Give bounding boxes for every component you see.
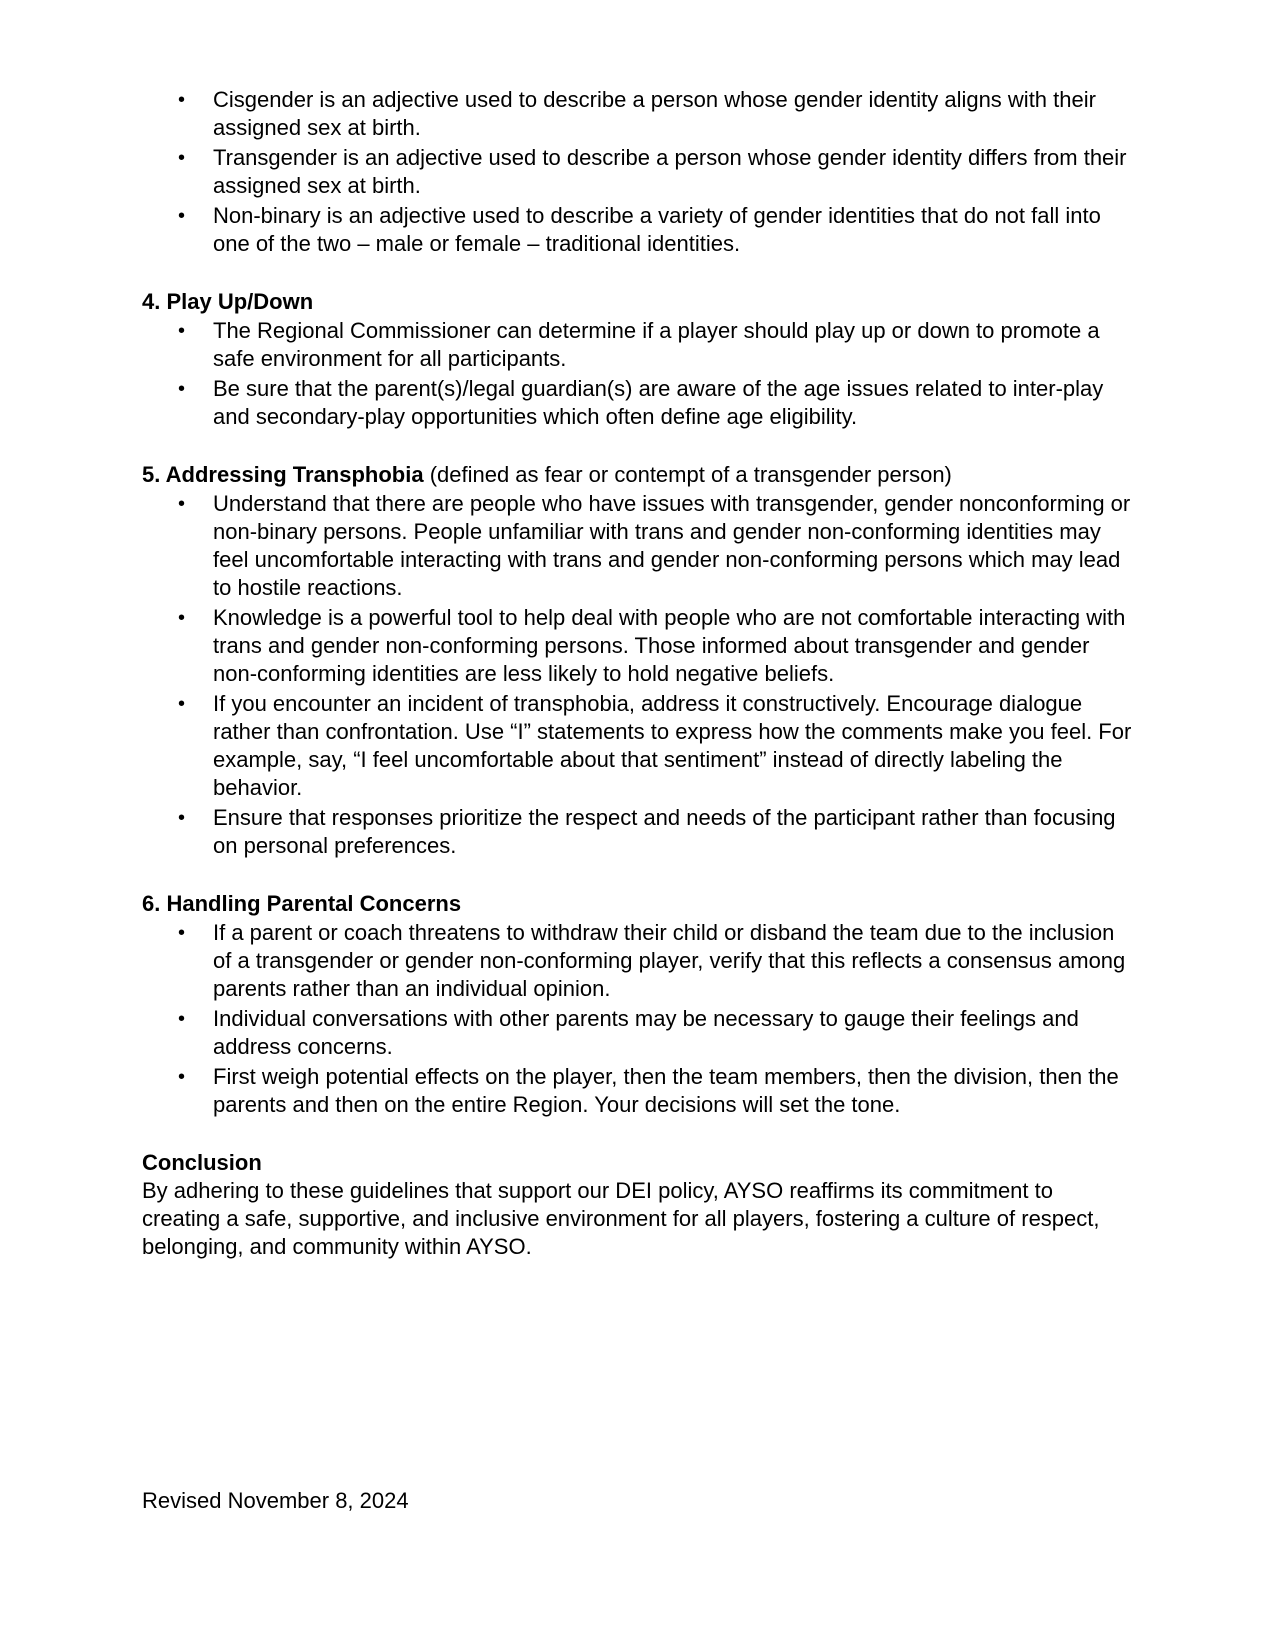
list-item [142,919,1137,1003]
conclusion-heading: Conclusion [142,1150,262,1175]
bullet-text: Knowledge is a powerful tool to help deal with people who are not comfortable interacting with trans and gender non-conforming persons. Those informed about transgender and gender non-conforming identities are less likely to hold negative beliefs. [213,605,1126,686]
bullet-icon: • [178,607,186,629]
bullet-icon: • [178,89,186,111]
bullet-text: If you encounter an incident of transphobia, address it constructively. Encourage dialogue rather than confrontation. Use “I” statements to express how the comments make you feel. For example, say, “I feel uncomfortable about that sentiment” instead of directly labeling the behavior. [213,691,1132,800]
section-bullet-list [142,919,1137,1119]
section-heading [142,288,1137,316]
section-play-up-down [142,288,1137,431]
intro-bullet-list [142,86,1137,258]
bullet-text: If a parent or coach threatens to withdraw their child or disband the team due to the inclusion of a transgender or gender non-conforming player, verify that this reflects a consensus among parents rather than an individual opinion. [213,920,1126,1001]
bullet-icon: • [178,693,186,715]
list-item [142,317,1137,373]
bullet-text: Ensure that responses prioritize the respect and needs of the participant rather than focusing on personal preferences. [213,805,1116,858]
list-item [142,490,1137,602]
section-bullet-list [142,490,1137,860]
bullet-text: Be sure that the parent(s)/legal guardian(s) are aware of the age issues related to inter-play and secondary-play opportunities which often define age eligibility. [213,376,1104,429]
bullet-text: First weigh potential effects on the player, then the team members, then the division, then the parents and then on the entire Region. Your decisions will set the tone. [213,1064,1119,1117]
section-heading-text: 5. Addressing Transphobia [142,462,424,487]
bullet-text: Understand that there are people who have issues with transgender, gender nonconforming or non-binary persons. People unfamiliar with trans and gender non-conforming identities may feel uncomfortable interacting with trans and gender non-conforming persons which may lead to hostile reactions. [213,491,1131,600]
bullet-text: Cisgender is an adjective used to describe a person whose gender identity aligns with their assigned sex at birth. [213,87,1096,140]
conclusion-paragraph: By adhering to these guidelines that support our DEI policy, AYSO reaffirms its commitment to creating a safe, supportive, and inclusive environment for all players, fostering a culture of respect, belonging, and community within AYSO. [142,1178,1100,1259]
section-heading [142,890,1137,918]
bullet-text: Individual conversations with other parents may be necessary to gauge their feelings and address concerns. [213,1006,1079,1059]
list-item [142,202,1137,258]
bullet-icon: • [178,493,186,515]
bullet-icon: • [178,1008,186,1030]
section-heading-text: 4. Play Up/Down [142,289,314,314]
section-bullet-list [142,317,1137,431]
bullet-icon: • [178,320,186,342]
bullet-text: Transgender is an adjective used to describe a person whose gender identity differs from their assigned sex at birth. [213,145,1127,198]
bullet-text: Non-binary is an adjective used to describe a variety of gender identities that do not fall into one of the two – male or female – traditional identities. [213,203,1101,256]
list-item [142,86,1137,142]
bullet-icon: • [178,1066,186,1088]
document-content [142,86,1137,1261]
revision-date-note: Revised November 8, 2024 [142,1488,409,1513]
section-heading [142,461,1137,489]
list-item [142,804,1137,860]
bullet-text: The Regional Commissioner can determine if a player should play up or down to promote a safe environment for all participants. [213,318,1100,371]
section-heading-text: 6. Handling Parental Concerns [142,891,462,916]
list-item [142,1063,1137,1119]
section-handling-parental-concerns [142,890,1137,1119]
list-item [142,690,1137,802]
bullet-icon: • [178,147,186,169]
list-item [142,604,1137,688]
bullet-icon: • [178,205,186,227]
list-item [142,375,1137,431]
section-heading-suffix: (defined as fear or contempt of a transgender person) [423,462,952,487]
bullet-icon: • [178,922,186,944]
list-item [142,1005,1137,1061]
bullet-icon: • [178,378,186,400]
section-addressing-transphobia [142,461,1137,860]
list-item [142,144,1137,200]
bullet-icon: • [178,807,186,829]
